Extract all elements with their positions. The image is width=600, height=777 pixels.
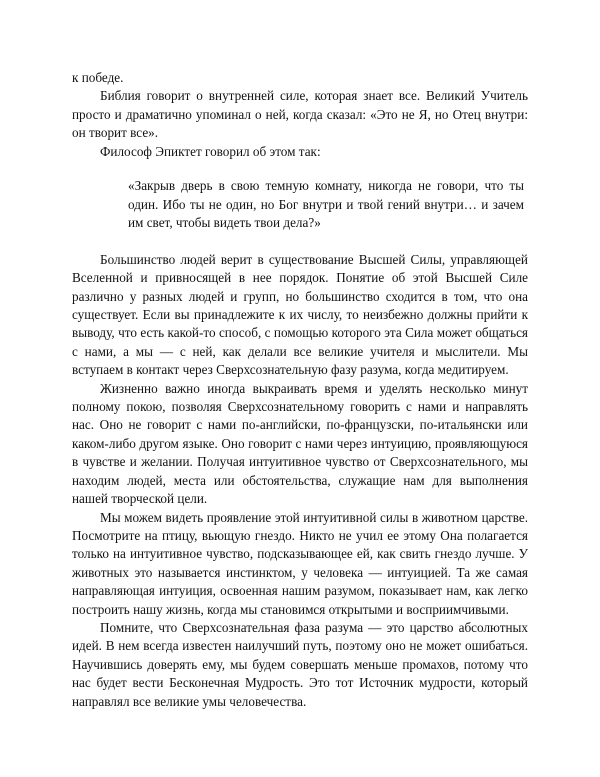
paragraph-continuation: к победе. xyxy=(72,70,124,85)
paragraph-higher-power: Большинство людей верит в существование Высшей Силы, управляющей Вселенной и привносящей в нее порядок. Понятие об этой Высшей Силе различно у разных людей и групп, но большинство сходится в том, что она существует. Если вы принадлежите к их числу, то неизбежно должны прийти к выводу, что есть какой-то способ, с помощью которого эта Сила может общаться с нами, а мы — с ней, как делали все великие учителя и мыслители. Мы вступаем в контакт через Сверхсознательную фазу разума, когда медитируем. xyxy=(72,251,528,378)
paragraph-epictetus-intro: Философ Эпиктет говорил об этом так: xyxy=(100,143,321,159)
paragraph-animal-kingdom: Мы можем видеть проявление этой интуитивной силы в животном царстве. Посмотрите на птицу, вьющую гнездо. Никто не учил ее этому Она полагается только на интуитивное чувство, подсказывающее ей, как свить гнездо лучше. У животных это называется инстинктом, у человека — интуицией. Та же самая направляющая интуиция, освоенная нашим разумом, показывает нам, как легко построить нашу жизнь, когда мы становимся открытыми и восприимчивыми. xyxy=(72,509,528,617)
epictetus-quote: «Закрыв дверь в свою темную комнату, никогда не говори, что ты один. Ибо ты не один, но Бог внутри и твой гений внутри… и зачем им свет, чтобы видеть твои дела?» xyxy=(128,178,524,231)
paragraph-bible: Библия говорит о внутренней силе, которая знает все. Великий Учитель просто и драматично упоминал о ней, когда сказал: «Это не Я, но Отец внутри: он творит все». xyxy=(72,88,528,141)
paragraph-stillness: Жизненно важно иногда выкраивать время и уделять несколько минут полному покою, позволяя Сверхсознательному говорить с нами и направлять нас. Оно не говорит с нами по-английски, по-французски, по-итальянски или каком-либо другом языке. Оно говорит с нами через интуицию, проявляющуюся в чувстве и желании. Получая интуитивное чувство от Сверхсознательного, мы находим людей, места или обстоятельства, служащие нам для выполнения нашей творческой цели. xyxy=(72,380,528,507)
document-body xyxy=(72,69,528,711)
paragraph-absolute-ideas: Помните, что Сверхсознательная фаза разума — это царство абсолютных идей. В нем всегда известен наилучший путь, поэтому оно не может ошибаться. Научившись доверять ему, мы будем совершать меньше промахов, потому что нас будет вести Бесконечная Мудрость. Это тот Источник мудрости, который направлял все великие умы человечества. xyxy=(72,619,528,709)
